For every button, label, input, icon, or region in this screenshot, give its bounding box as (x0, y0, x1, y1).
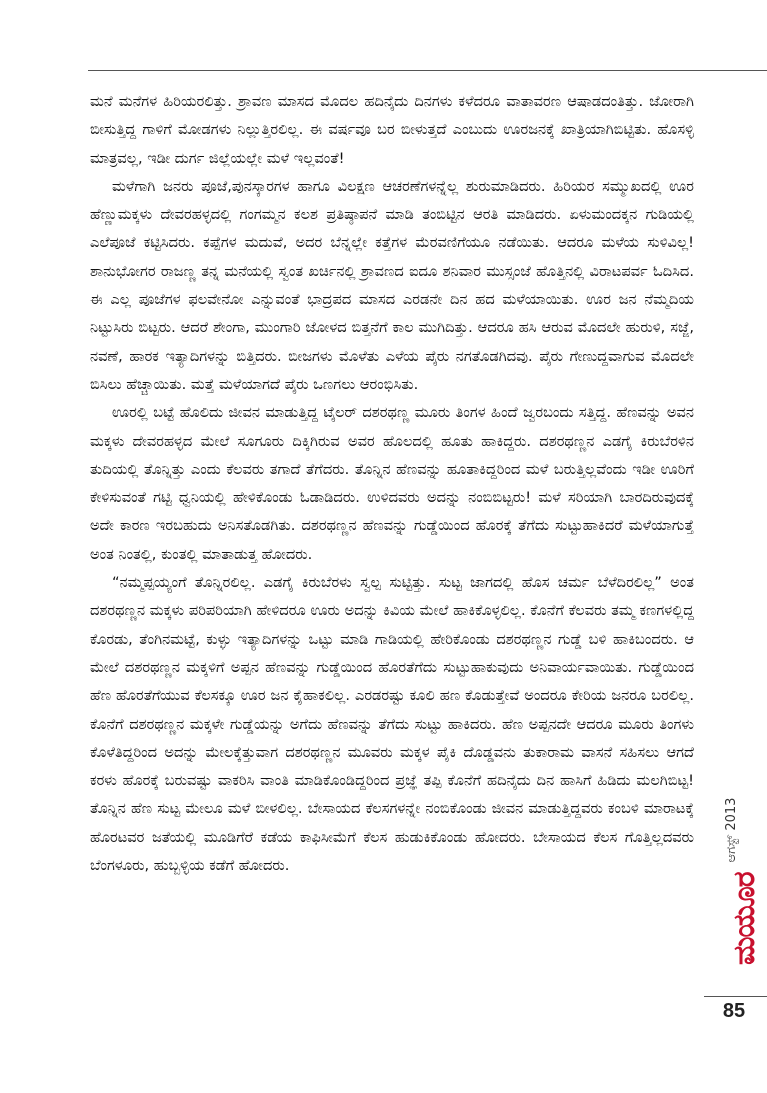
paragraph-2: ಮಳೆಗಾಗಿ ಜನರು ಪೂಜೆ,ಪುನಸ್ಕಾರಗಳ ಹಾಗೂ ವಿಲಕ್ಷಣ ಆಚರಣೆಗಳನ್ನೆಲ್ಲ ಶುರುಮಾಡಿದರು. ಹಿರಿಯರ ಸಮ್ಮುಖದಲ್ಲಿ ಊರ ಹೆಣ್ಣುಮಕ್ಕಳು ದೇವರಹಳ್ಳದಲ್ಲಿ ಗಂಗಮ್ಮನ ಕಲಶ ಪ್ರತಿಷ್ಠಾಪನೆ ಮಾಡಿ ತಂಬಿಟ್ಟಿನ ಆರತಿ ಮಾಡಿದರು. ಏಳುಮಂದಕ್ಕನ ಗುಡಿಯಲ್ಲಿ ಎಲೆಪೂಜೆ ಕಟ್ಟಿಸಿದರು. ಕಪ್ಪೆಗಳ ಮದುವೆ, ಅದರ ಬೆನ್ನಲ್ಲೇ ಕತ್ತೆಗಳ ಮೆರವಣಿಗೆಯೂ ನಡೆಯಿತು. ಆದರೂ ಮಳೆಯ ಸುಳಿವಿಲ್ಲ! ಶಾನುಭೋಗರ ರಾಜಣ್ಣ ತನ್ನ ಮನೆಯಲ್ಲಿ ಸ್ವಂತ ಖರ್ಚಿನಲ್ಲಿ ಶ್ರಾವಣದ ಐದೂ ಶನಿವಾರ ಮುಸ್ಸಂಜೆ ಹೊತ್ತಿನಲ್ಲಿ ವಿರಾಟಪರ್ವ ಓದಿಸಿದ. ಈ ಎಲ್ಲ ಪೂಜೆಗಳ ಫಲವೇನೋ ಎನ್ನುವಂತೆ ಭಾದ್ರಪದ ಮಾಸದ ಎರಡನೇ ದಿನ ಹದ ಮಳೆಯಾಯಿತು. ಊರ ಜನ ನೆಮ್ಮದಿಯ ನಿಟ್ಟುಸಿರು ಬಿಟ್ಟರು. ಆದರೆ ಶೇಂಗಾ, ಮುಂಗಾರಿ ಜೋಳದ ಬಿತ್ತನೆಗೆ ಕಾಲ ಮುಗಿದಿತ್ತು. ಆದರೂ ಹಸಿ ಆರುವ ಮೊದಲೇ ಹುರುಳಿ, ಸಜ್ಜೆ, ನವಣೆ, ಹಾರಕ ಇತ್ಯಾದಿಗಳನ್ನು ಬಿತ್ತಿದರು. ಬೀಜಗಳು ಮೊಳೆತು ಎಳೆಯ ಪೈರು ನಗತೊಡಗಿದವು. ಪೈರು ಗೇಣುದ್ದವಾಗುವ ಮೊದಲೇ ಬಿಸಿಲು ಹೆಚ್ಚಾಯಿತು. ಮತ್ತೆ ಮಳೆಯಾಗದೆ ಪೈರು ಒಣಗಲು ಆರಂಭಿಸಿತು. (90, 177, 694, 393)
article-body (90, 88, 694, 880)
top-rule (88, 70, 767, 71)
issue-date: ಆಗಸ್ಟ್ 2013 (724, 797, 739, 863)
paragraph-1: ಮನೆ ಮನೆಗಳ ಹಿರಿಯರಲಿತ್ತು. ಶ್ರಾವಣ ಮಾಸದ ಮೊದಲ ಹದಿನೈದು ದಿನಗಳು ಕಳೆದರೂ ವಾತಾವರಣ ಆಷಾಡದಂತಿತ್ತು. ಜೋರಾಗಿ ಬೀಸುತ್ತಿದ್ದ ಗಾಳಿಗೆ ಮೋಡಗಳು ನಿಲ್ಲುತ್ತಿರಲಿಲ್ಲ. ಈ ವರ್ಷವೂ ಬರ ಬೀಳುತ್ತದೆ ಎಂಬುದು ಊರಜನಕ್ಕೆ ಖಾತ್ರಿಯಾಗಿಬಿಟ್ಟಿತು. ಹೊಸಳ್ಳಿ ಮಾತ್ರವಲ್ಲ, ಇಡೀ ದುರ್ಗ ಜಿಲ್ಲೆಯಲ್ಲೇ ಮಳೆ ಇಲ್ಲವಂತೆ! (90, 93, 694, 167)
paragraph-4: “ನಮ್ಮಪ್ಪಯ್ಯಂಗೆ ತೊನ್ನಿರಲಿಲ್ಲ. ಎಡಗೈ ಕಿರುಬೆರಳು ಸ್ವಲ್ಪ ಸುಟ್ಟಿತ್ತು. ಸುಟ್ಟ ಜಾಗದಲ್ಲಿ ಹೊಸ ಚರ್ಮ ಬೆಳೆದಿರಲಿಲ್ಲ” ಅಂತ ದಶರಥಣ್ಣನ ಮಕ್ಕಳು ಪರಿಪರಿಯಾಗಿ ಹೇಳಿದರೂ ಊರು ಅದನ್ನು ಕಿವಿಯ ಮೇಲೆ ಹಾಕಿಕೊಳ್ಳಲಿಲ್ಲ. ಕೊನೆಗೆ ಕೆಲವರು ತಮ್ಮ ಕಣಗಳಲ್ಲಿದ್ದ ಕೊರಡು, ತೆಂಗಿನಮಟ್ಟೆ, ಕುಳ್ಳು ಇತ್ಯಾದಿಗಳನ್ನು ಒಟ್ಟು ಮಾಡಿ ಗಾಡಿಯಲ್ಲಿ ಹೇರಿಕೊಂಡು ದಶರಥಣ್ಣನ ಗುಡ್ಡೆ ಬಳಿ ಹಾಕಿಬಂದರು. ಆ ಮೇಲೆ ದಶರಥಣ್ಣನ ಮಕ್ಕಳಿಗೆ ಅಪ್ಪನ ಹೆಣವನ್ನು ಗುಡ್ಡೆಯಿಂದ ಹೊರತೆಗೆದು ಸುಟ್ಟುಹಾಕುವುದು ಅನಿವಾರ್ಯವಾಯಿತು. ಗುಡ್ಡೆಯಿಂದ ಹೆಣ ಹೊರತೆಗೆಯುವ ಕೆಲಸಕ್ಕೂ ಊರ ಜನ ಕೈಹಾಕಲಿಲ್ಲ. ಎರಡರಷ್ಟು ಕೂಲಿ ಹಣ ಕೊಡುತ್ತೇವೆ ಅಂದರೂ ಕೇರಿಯ ಜನರೂ ಬರಲಿಲ್ಲ. ಕೊನೆಗೆ ದಶರಥಣ್ಣನ ಮಕ್ಕಳೇ ಗುಡ್ಡೆಯನ್ನು ಅಗೆದು ಹೆಣವನ್ನು ತೆಗೆದು ಸುಟ್ಟು ಹಾಕಿದರು. ಹೆಣ ಅಪ್ಪನದೇ ಆದರೂ ಮೂರು ತಿಂಗಳು ಕೊಳೆತಿದ್ದರಿಂದ ಅದನ್ನು ಮೇಲಕ್ಕೆತ್ತುವಾಗ ದಶರಥಣ್ಣನ ಮೂವರು ಮಕ್ಕಳ ಪೈಕಿ ದೊಡ್ಡವನು ತುಕಾರಾಮ ವಾಸನೆ ಸಹಿಸಲು ಆಗದೆ ಕರಳು ಹೊರಕ್ಕೆ ಬರುವಷ್ಟು ವಾಕರಿಸಿ ವಾಂತಿ ಮಾಡಿಕೊಂಡಿದ್ದರಿಂದ ಪ್ರಜ್ಞೆ ತಪ್ಪಿ ಕೊನೆಗೆ ಹದಿನೈದು ದಿನ ಹಾಸಿಗೆ ಹಿಡಿದು ಮಲಗಿಬಿಟ್ಟ! ತೊನ್ನಿನ ಹೆಣ ಸುಟ್ಟ ಮೇಲೂ ಮಳೆ ಬೀಳಲಿಲ್ಲ. ಬೇಸಾಯದ ಕೆಲಸಗಳನ್ನೇ ನಂಬಿಕೊಂಡು ಜೀವನ ಮಾಡುತ್ತಿದ್ದವರು ಕಂಬಳಿ ಮಾರಾಟಕ್ಕೆ ಹೊರಟವರ ಜತೆಯಲ್ಲಿ ಮೂಡಿಗೆರೆ ಕಡೆಯ ಕಾಫಿಸೀಮೆಗೆ ಕೆಲಸ ಹುಡುಕಿಕೊಂಡು ಹೋದರು. ಬೇಸಾಯದ ಕೆಲಸ ಗೊತ್ತಿಲ್ಲದವರು ಬೆಂಗಳೂರು, ಹುಬ್ಬಳ್ಳಿಯ ಕಡೆಗೆ ಹೋದರು. (90, 574, 694, 875)
magazine-logo: ಮಯೂರ (727, 872, 762, 965)
page-number: 85 (722, 1000, 746, 1022)
footer-rule (704, 996, 767, 997)
paragraph-3: ಊರಲ್ಲಿ ಬಟ್ಟೆ ಹೊಲಿದು ಜೀವನ ಮಾಡುತ್ತಿದ್ದ ಟೈಲರ್ ದಶರಥಣ್ಣ ಮೂರು ತಿಂಗಳ ಹಿಂದೆ ಜ್ವರಬಂದು ಸತ್ತಿದ್ದ. ಹೆಣವನ್ನು ಅವನ ಮಕ್ಕಳು ದೇವರಹಳ್ಳದ ಮೇಲೆ ಸೂಗೂರು ದಿಕ್ಕಿಗಿರುವ ಅವರ ಹೊಲದಲ್ಲಿ ಹೂತು ಹಾಕಿದ್ದರು. ದಶರಥಣ್ಣನ ಎಡಗೈ ಕಿರುಬೆರಳಿನ ತುದಿಯಲ್ಲಿ ತೊನ್ನಿತ್ತು ಎಂದು ಕೆಲವರು ತಗಾದೆ ತೆಗೆದರು. ತೊನ್ನಿನ ಹೆಣವನ್ನು ಹೂತಾಕಿದ್ದರಿಂದ ಮಳೆ ಬರುತ್ತಿಲ್ಲವೆಂದು ಇಡೀ ಊರಿಗೆ ಕೇಳಿಸುವಂತೆ ಗಟ್ಟಿ ಧ್ವನಿಯಲ್ಲಿ ಹೇಳಿಕೊಂಡು ಓಡಾಡಿದರು. ಉಳಿದವರು ಅದನ್ನು ನಂಬಿಬಿಟ್ಟರು! ಮಳೆ ಸರಿಯಾಗಿ ಬಾರದಿರುವುದಕ್ಕೆ ಅದೇ ಕಾರಣ ಇರಬಹುದು ಅನಿಸತೊಡಗಿತು. ದಶರಥಣ್ಣನ ಹೆಣವನ್ನು ಗುಡ್ಡೆಯಿಂದ ಹೊರಕ್ಕೆ ತೆಗೆದು ಸುಟ್ಟುಹಾಕಿದರೆ ಮಳೆಯಾಗುತ್ತೆ ಅಂತ ನಿಂತಲ್ಲಿ, ಕುಂತಲ್ಲಿ ಮಾತಾಡುತ್ತ ಹೋದರು. (90, 404, 694, 563)
